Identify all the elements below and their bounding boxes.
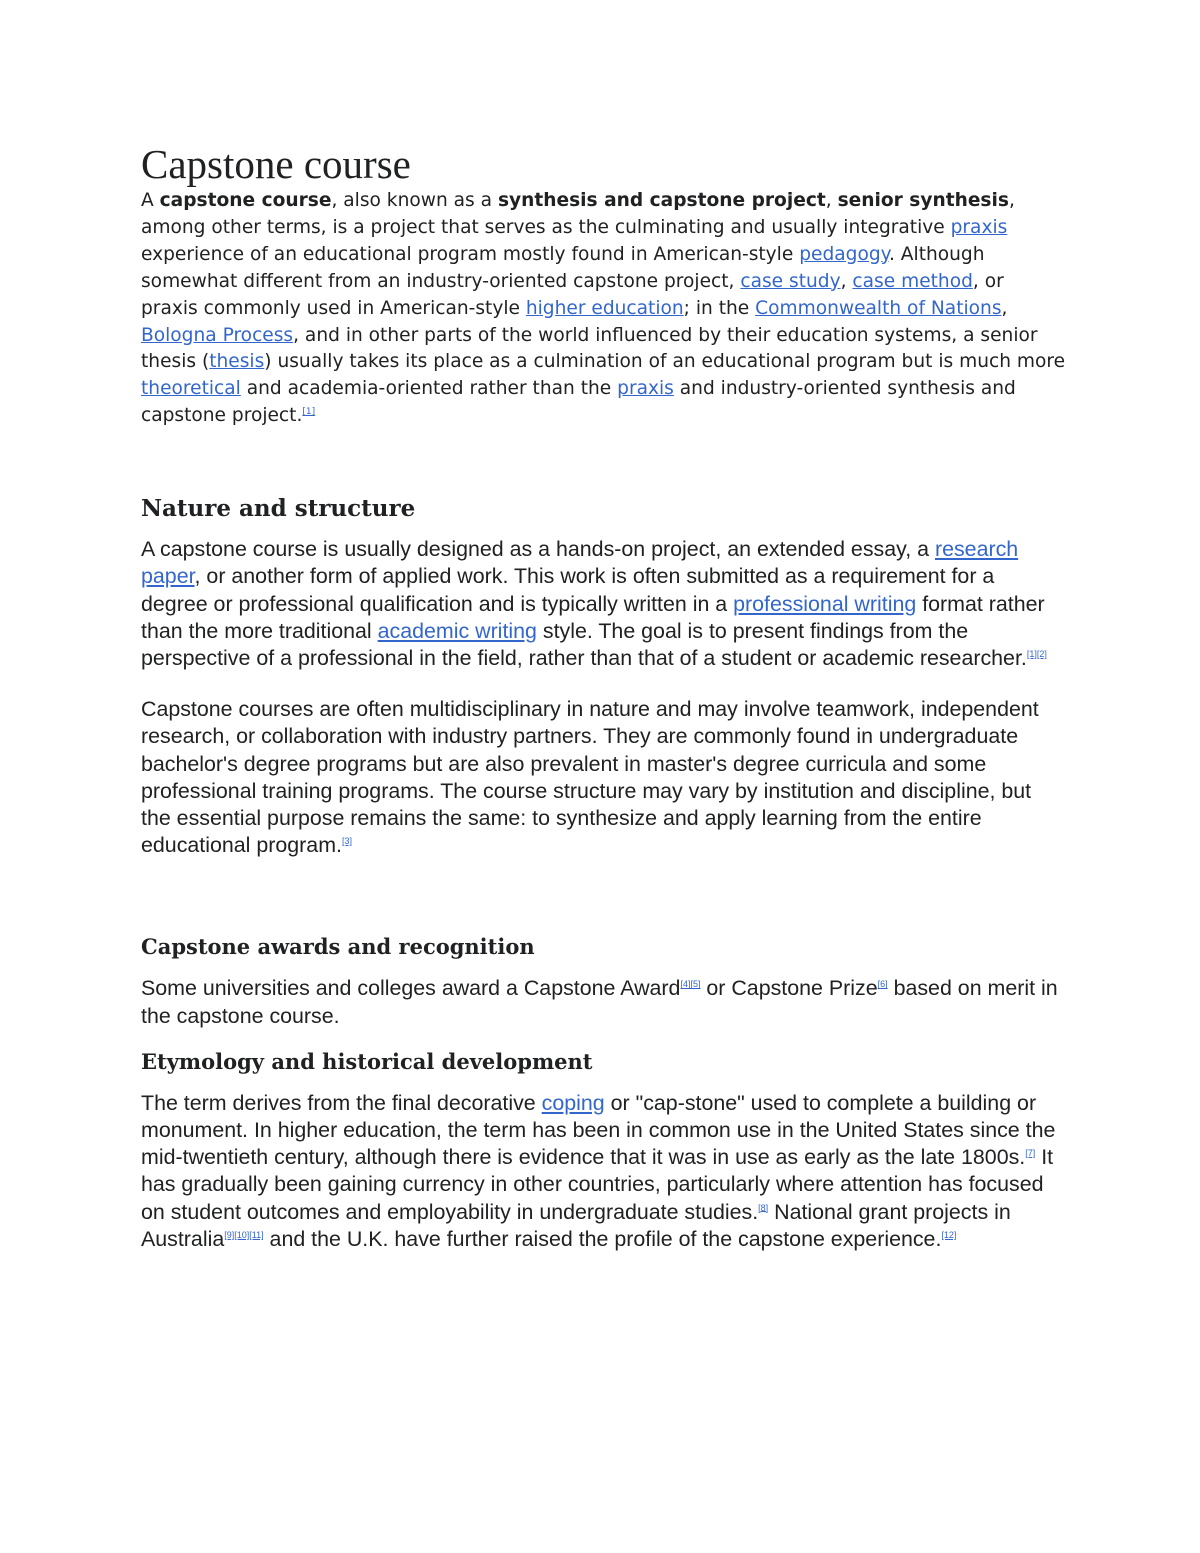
awards-paragraph: Some universities and colleges award a Capstone Award[4][5] or Capstone Prize[6] based on merit in the capstone course. [141, 976, 1058, 1028]
link-thesis[interactable]: thesis [209, 351, 265, 373]
link-higher-education[interactable]: higher education [525, 297, 684, 319]
page-title: Capstone course [141, 141, 411, 187]
link-praxis-2[interactable]: praxis [617, 378, 674, 400]
link-professional-writing[interactable]: professional writing [733, 591, 917, 616]
citation-ref[interactable]: [9][10][11] [224, 1229, 264, 1240]
link-pedagogy[interactable]: pedagogy [799, 243, 889, 265]
citation-ref[interactable]: [1] [302, 407, 316, 418]
citation-ref[interactable]: [4][5] [680, 979, 701, 990]
nature-paragraph-1: A capstone course is usually designed as a hands-on project, an extended essay, a research paper, or another form of applied work. This work is often submitted as a requirement for a degree or professional qualification and is typically written in a professional writing format rather than the more traditional academic writing style. The goal is to present findings from the perspective of a professional in the field, rather than that of a student or academic researcher.[1][2] [141, 537, 1047, 670]
lead-paragraph: A capstone course, also known as a synthesis and capstone project, senior synthesis, among other terms, is a project that serves as the culminating and usually integrative praxis experience of an educational program mostly found in American-style pedagogy. Although somewhat different from an industry-oriented capstone project, case study, case method, or praxis commonly used in American-style higher education; in the Commonwealth of Nations, Bologna Process, and in other parts of the world influenced by their education systems, a senior thesis (thesis) usually takes its place as a culmination of an educational program but is much more theoretical and academia-oriented rather than the praxis and industry-oriented synthesis and capstone project.[1] [141, 190, 1066, 427]
link-research-paper[interactable]: research paper [141, 537, 1019, 589]
citation-ref[interactable]: [6] [877, 979, 888, 990]
section-heading-capstone-awards: Capstone awards and recognition [141, 934, 535, 960]
bold-term-capstone-course: capstone course [159, 190, 332, 211]
section-heading-nature-and-structure: Nature and structure [141, 495, 416, 523]
nature-paragraph-2: Capstone courses are often multidisciplinary in nature and may involve teamwork, independent research, or collaboration with industry partners. They are commonly found in undergraduate bachelor's degree programs but are also prevalent in master's degree curricula and some professional training programs. The course structure may vary by institution and discipline, but the essential purpose remains the same: to synthesize and apply learning from the entire educational program.[3] [141, 697, 1039, 858]
article [141, 140, 1066, 1253]
citation-ref[interactable]: [12] [941, 1229, 957, 1240]
etymology-paragraph: The term derives from the final decorative coping or "cap-stone" used to complete a building or monument. In higher education, the term has been in common use in the United States since the mid-twentieth century, although there is evidence that it was in use as early as the late 1800s.[7] It has gradually been gaining currency in other countries, particularly where attention has focused on student outcomes and employability in undergraduate studies.[8] National grant projects in Australia[9][10][11] and the U.K. have further raised the profile of the capstone experience.[12] [141, 1090, 1056, 1251]
link-academic-writing[interactable]: academic writing [377, 618, 537, 643]
section-heading-etymology: Etymology and historical development [141, 1048, 593, 1074]
citation-ref[interactable]: [3] [341, 836, 352, 847]
link-case-method[interactable]: case method [852, 270, 973, 292]
link-case-study[interactable]: case study [740, 270, 841, 292]
link-commonwealth-of-nations[interactable]: Commonwealth of Nations [755, 297, 1002, 319]
bold-term-synthesis-capstone-project: synthesis and capstone project [497, 190, 826, 211]
citation-ref[interactable]: [8] [758, 1202, 769, 1213]
link-praxis[interactable]: praxis [950, 216, 1008, 238]
bold-term-senior-synthesis: senior synthesis [837, 190, 1009, 211]
link-theoretical[interactable]: theoretical [141, 378, 241, 400]
citation-ref[interactable]: [1][2] [1026, 648, 1047, 659]
link-bologna-process[interactable]: Bologna Process [141, 324, 294, 346]
link-coping[interactable]: coping [541, 1090, 605, 1115]
citation-ref[interactable]: [7] [1025, 1148, 1036, 1159]
